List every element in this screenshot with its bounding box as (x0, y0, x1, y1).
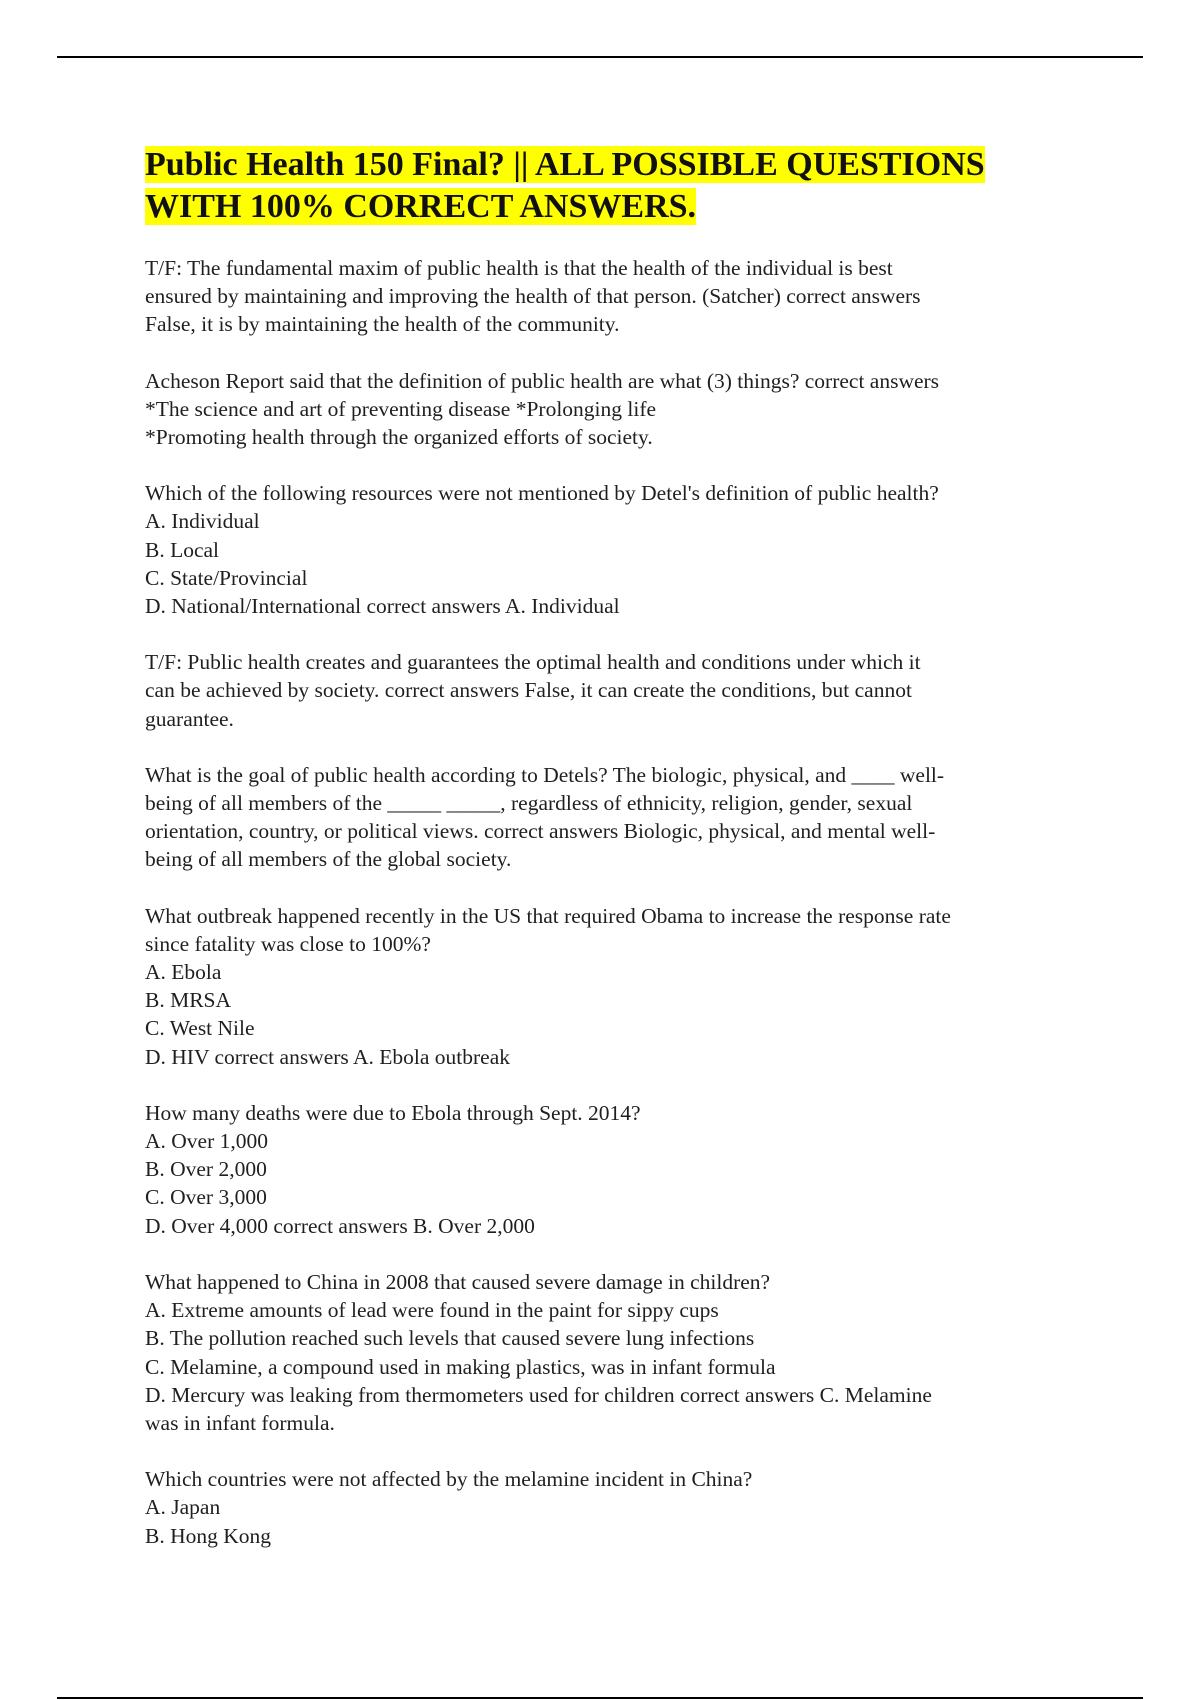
qa-line: T/F: The fundamental maxim of public health is that the health of the individual is best (145, 256, 893, 280)
qa-item-9 (145, 1465, 1075, 1550)
qa-line: D. National/International correct answers A. Individual (145, 594, 620, 619)
qa-line: T/F: Public health creates and guarantees the optimal health and conditions under which it (145, 650, 921, 675)
qa-line: guarantee. (145, 706, 234, 731)
qa-line: What is the goal of public health according to Detels? The biologic, physical, and ____ well- (145, 762, 945, 787)
qa-item-8 (145, 1268, 1075, 1437)
qa-line: Which countries were not affected by the melamine incident in China? (145, 1467, 753, 1492)
qa-line: orientation, country, or political views. correct answers Biologic, physical, and mental well- (145, 819, 936, 844)
qa-line: D. Over 4,000 correct answers B. Over 2,000 (145, 1213, 535, 1238)
qa-line: being of all members of the global society. (145, 847, 512, 872)
qa-line: What outbreak happened recently in the US that required Obama to increase the response rate (145, 903, 951, 928)
qa-item-1 (145, 254, 1075, 339)
qa-line: How many deaths were due to Ebola through Sept. 2014? (145, 1100, 641, 1125)
qa-line: Acheson Report said that the definition of public health are what (3) things? correct answers (145, 368, 940, 393)
qa-line: What happened to China in 2008 that caused severe damage in children? (145, 1269, 771, 1294)
footer-rule (57, 1697, 1143, 1699)
qa-line: C. State/Provincial (145, 565, 308, 590)
qa-line: D. HIV correct answers A. Ebola outbreak (145, 1044, 510, 1069)
qa-line: B. Local (145, 537, 220, 562)
qa-line: C. West Nile (145, 1016, 255, 1041)
document-title (145, 144, 1075, 228)
qa-line: *The science and art of preventing disease *Prolonging life (145, 396, 657, 421)
qa-line: A. Japan (145, 1495, 221, 1520)
header-rule (57, 56, 1143, 58)
title-line-2: WITH 100% CORRECT ANSWERS. (145, 188, 697, 225)
qa-line: C. Melamine, a compound used in making plastics, was in infant formula (145, 1354, 776, 1379)
qa-item-2 (145, 367, 1075, 452)
qa-item-4 (145, 648, 1075, 733)
qa-item-5 (145, 761, 1075, 874)
qa-line: *Promoting health through the organized efforts of society. (145, 425, 653, 450)
qa-line: B. The pollution reached such levels that caused severe lung infections (145, 1326, 755, 1351)
qa-line: C. Over 3,000 (145, 1185, 267, 1210)
qa-line: A. Ebola (145, 960, 222, 985)
qa-line: can be achieved by society. correct answers False, it can create the conditions, but cannot (145, 678, 912, 703)
qa-line: since fatality was close to 100%? (145, 931, 431, 956)
qa-item-6 (145, 902, 1075, 1071)
qa-line: False, it is by maintaining the health of the community. (145, 312, 620, 337)
qa-line: ensured by maintaining and improving the health of that person. (Satcher) correct answers (145, 284, 921, 309)
qa-line: B. Hong Kong (145, 1523, 272, 1548)
qa-line: was in infant formula. (145, 1410, 335, 1435)
qa-line: being of all members of the _____ _____, regardless of ethnicity, religion, gender, sexual (145, 791, 913, 816)
qa-line: A. Individual (145, 509, 260, 534)
qa-item-3 (145, 479, 1075, 620)
qa-line: Which of the following resources were not mentioned by Detel's definition of public health? (145, 481, 939, 506)
qa-line: B. MRSA (145, 988, 232, 1013)
qa-item-7 (145, 1099, 1075, 1240)
qa-line: D. Mercury was leaking from thermometers used for children correct answers C. Melamine (145, 1382, 932, 1407)
document-body (145, 144, 1075, 1578)
title-line-1: Public Health 150 Final? || ALL POSSIBLE QUESTIONS (145, 146, 985, 183)
qa-line: B. Over 2,000 (145, 1157, 267, 1182)
qa-line: A. Extreme amounts of lead were found in the paint for sippy cups (145, 1298, 719, 1323)
qa-line: A. Over 1,000 (145, 1129, 269, 1154)
